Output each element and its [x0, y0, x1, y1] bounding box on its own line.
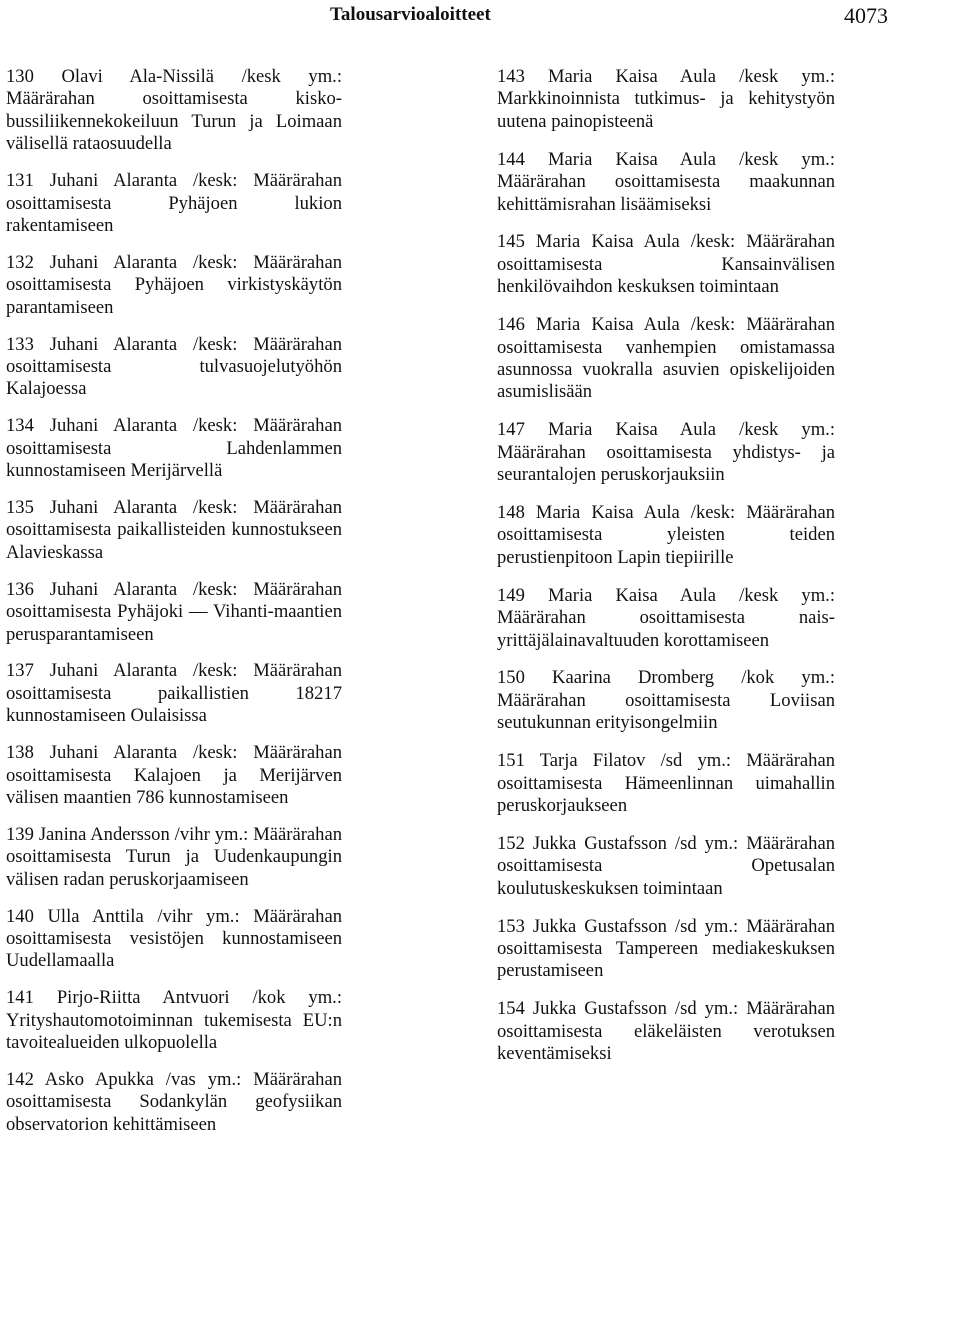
- list-item: 137 Juhani Alaranta /kesk: Määrärahan osoittamisesta paikallistien 18217 kunnostamiseen Oulaisissa: [6, 660, 342, 727]
- list-item: 138 Juhani Alaranta /kesk: Määrärahan osoittamisesta Kalajoen ja Merijärven välisen maantien 786 kunnostamiseen: [6, 742, 342, 808]
- left-column: [6, 66, 342, 1151]
- list-item: 130 Olavi Ala-Nissilä /kesk ym.: Määrärahan osoittamisesta kiskobussiliikennekokeiluun Turun ja Loimaan välisellä rataosuudella: [6, 66, 342, 155]
- list-item: 133 Juhani Alaranta /kesk: Määrärahan osoittamisesta tulvasuojelutyöhön Kalajoessa: [6, 333, 342, 400]
- list-item: 145 Maria Kaisa Aula /kesk: Määrärahan osoittamisesta Kansainvälisen henkilövaihdon keskuksen toimintaan: [497, 231, 835, 298]
- list-item: 141 Pirjo-Riitta Antvuori /kok ym.: Yrityshautomotoiminnan tukemisesta EU:n tavoitealueiden ulkopuolella: [6, 987, 342, 1054]
- list-item: 152 Jukka Gustafsson /sd ym.: Määrärahan osoittamisesta Opetusalan koulutuskeskuksen toimintaan: [497, 832, 835, 899]
- list-item: 148 Maria Kaisa Aula /kesk: Määrärahan osoittamisesta yleisten teiden perustienpitoon Lapin tiepiirille: [497, 502, 835, 568]
- list-item: 134 Juhani Alaranta /kesk: Määrärahan osoittamisesta Lahdenlammen kunnostamiseen Merijärvellä: [6, 415, 342, 482]
- list-item: 143 Maria Kaisa Aula /kesk ym.: Markkinoinnista tutkimus- ja kehitystyön uutena painopisteenä: [497, 66, 835, 132]
- running-title: Talousarvioaloitteet: [330, 4, 491, 25]
- list-item: 147 Maria Kaisa Aula /kesk ym.: Määrärahan osoittamisesta yhdistys- ja seurantalojen peruskorjauksiin: [497, 419, 835, 486]
- list-item: 131 Juhani Alaranta /kesk: Määrärahan osoittamisesta Pyhäjoen lukion rakentamiseen: [6, 170, 342, 236]
- list-item: 154 Jukka Gustafsson /sd ym.: Määrärahan osoittamisesta eläkeläisten verotuksen keventämiseksi: [497, 998, 835, 1065]
- page-header: [0, 0, 960, 36]
- list-item: 150 Kaarina Dromberg /kok ym.: Määrärahan osoittamisesta Loviisan seutukunnan erityisongelmiin: [497, 667, 835, 734]
- list-item: 153 Jukka Gustafsson /sd ym.: Määrärahan osoittamisesta Tampereen mediakeskuksen perustamiseen: [497, 915, 835, 982]
- list-item: 136 Juhani Alaranta /kesk: Määrärahan osoittamisesta Pyhäjoki — Vihanti-maantien perusparantamiseen: [6, 578, 342, 645]
- list-item: 139 Janina Andersson /vihr ym.: Määrärahan osoittamisesta Turun ja Uudenkaupungin välisen radan peruskorjaamiseen: [6, 823, 342, 890]
- list-item: 151 Tarja Filatov /sd ym.: Määrärahan osoittamisesta Hämeenlinnan uimahallin peruskorjaukseen: [497, 750, 835, 816]
- list-item: 142 Asko Apukka /vas ym.: Määrärahan osoittamisesta Sodankylän geofysiikan observatorion kehittämiseen: [6, 1069, 342, 1135]
- list-item: 135 Juhani Alaranta /kesk: Määrärahan osoittamisesta paikallisteiden kunnostukseen Alavieskassa: [6, 497, 342, 563]
- list-item: 140 Ulla Anttila /vihr ym.: Määrärahan osoittamisesta vesistöjen kunnostamiseen Uudellamaalla: [6, 905, 342, 972]
- list-item: 132 Juhani Alaranta /kesk: Määrärahan osoittamisesta Pyhäjoen virkistyskäytön parantamiseen: [6, 251, 342, 318]
- list-item: 144 Maria Kaisa Aula /kesk ym.: Määrärahan osoittamisesta maakunnan kehittämisrahan lisäämiseksi: [497, 148, 835, 215]
- right-column: [497, 66, 835, 1081]
- list-item: 149 Maria Kaisa Aula /kesk ym.: Määrärahan osoittamisesta naisyrittäjälainavaltuuden korottamiseen: [497, 584, 835, 651]
- list-item: 146 Maria Kaisa Aula /kesk: Määrärahan osoittamisesta vanhempien omistamassa asunnossa vuokralla asuvien opiskelijoiden asumislisään: [497, 314, 835, 403]
- page-number: 4073: [844, 3, 888, 28]
